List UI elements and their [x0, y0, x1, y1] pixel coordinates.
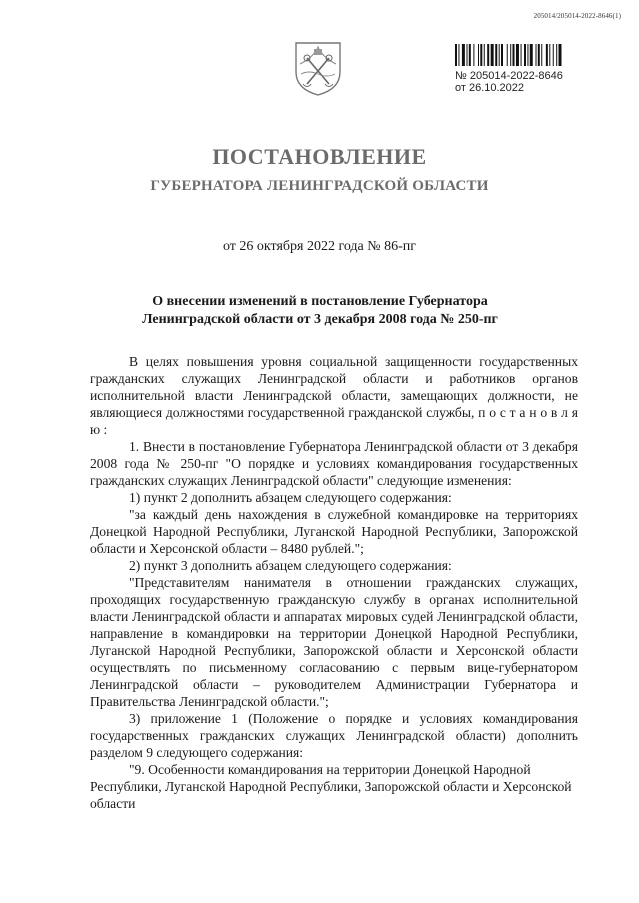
body-paragraph-quote-1: "за каждый день нахождения в служебной командировке на территориях Донецкой Народной Республики, Луганской Народной Республики, Запорожской области и Херсонской области – 8480 рублей.";	[90, 507, 578, 556]
subject-line-1: О внесении изменений в постановление Губернатора	[152, 294, 488, 309]
body-paragraph-section-9: "9. Особенности командирования на территории Донецкой Народной Республики, Луганской Народной Республики, Запорожской области и Херсонской области	[90, 762, 572, 811]
registration-number: № 205014-2022-8646	[455, 70, 563, 82]
body-paragraph-subitem-2: 2) пункт 3 дополнить абзацем следующего содержания:	[129, 558, 452, 573]
body-paragraph-subitem-1: 1) пункт 2 дополнить абзацем следующего содержания:	[129, 490, 452, 505]
document-reference-number: 205014/205014-2022-8646(1)	[533, 12, 621, 20]
body-paragraph-item-1: 1. Внести в постановление Губернатора Ленинградской области от 3 декабря 2008 года № 250-пг "О порядке и условиях командирования государственных гражданских служащих Ленинградской области" следующие изменения:	[90, 439, 578, 488]
subject-line-2: Ленинградской области от 3 декабря 2008 года № 250-пг	[142, 312, 498, 327]
leningrad-oblast-coat-of-arms-icon	[293, 40, 343, 96]
registration-stamp	[455, 44, 605, 94]
document-subject	[90, 293, 550, 329]
registration-date: от 26.10.2022	[455, 82, 525, 94]
body-paragraph-preamble: В целях повышения уровня социальной защищенности государственных гражданских служащих Ленинградской области и работников органов исполнительной власти Ленинградской области, замещающих должности, не являющиеся должностями государственной гражданской службы, п о с т а н о в л я ю :	[90, 354, 578, 437]
body-paragraph-quote-2: "Представителям нанимателя в отношении гражданских служащих, проходящих государственную гражданскую службу в органах исполнительной власти Ленинградской области и аппаратах мировых судей Ленинградской области, направление в командировки на территории Донецкой Народной Республики, Луганской Народной Республики, Запорожской области и Херсонской области осуществлять по письменному согласованию с первым вице-губернатором Ленинградской области – руководителем Администрации Губернатора и Правительства Ленинградской области.";	[90, 575, 578, 709]
issuer-heading: ГУБЕРНАТОРА ЛЕНИНГРАДСКОЙ ОБЛАСТИ	[150, 178, 489, 194]
document-date-number: от 26 октября 2022 года № 86-пг	[222, 239, 417, 254]
document-type-heading: ПОСТАНОВЛЕНИЕ	[212, 144, 427, 169]
barcode-icon	[455, 44, 599, 66]
document-body	[90, 353, 578, 812]
body-paragraph-subitem-3: 3) приложение 1 (Положение о порядке и условиях командирования государственных гражданских служащих Ленинградской области) дополнить разделом 9 следующего содержания:	[90, 711, 578, 760]
